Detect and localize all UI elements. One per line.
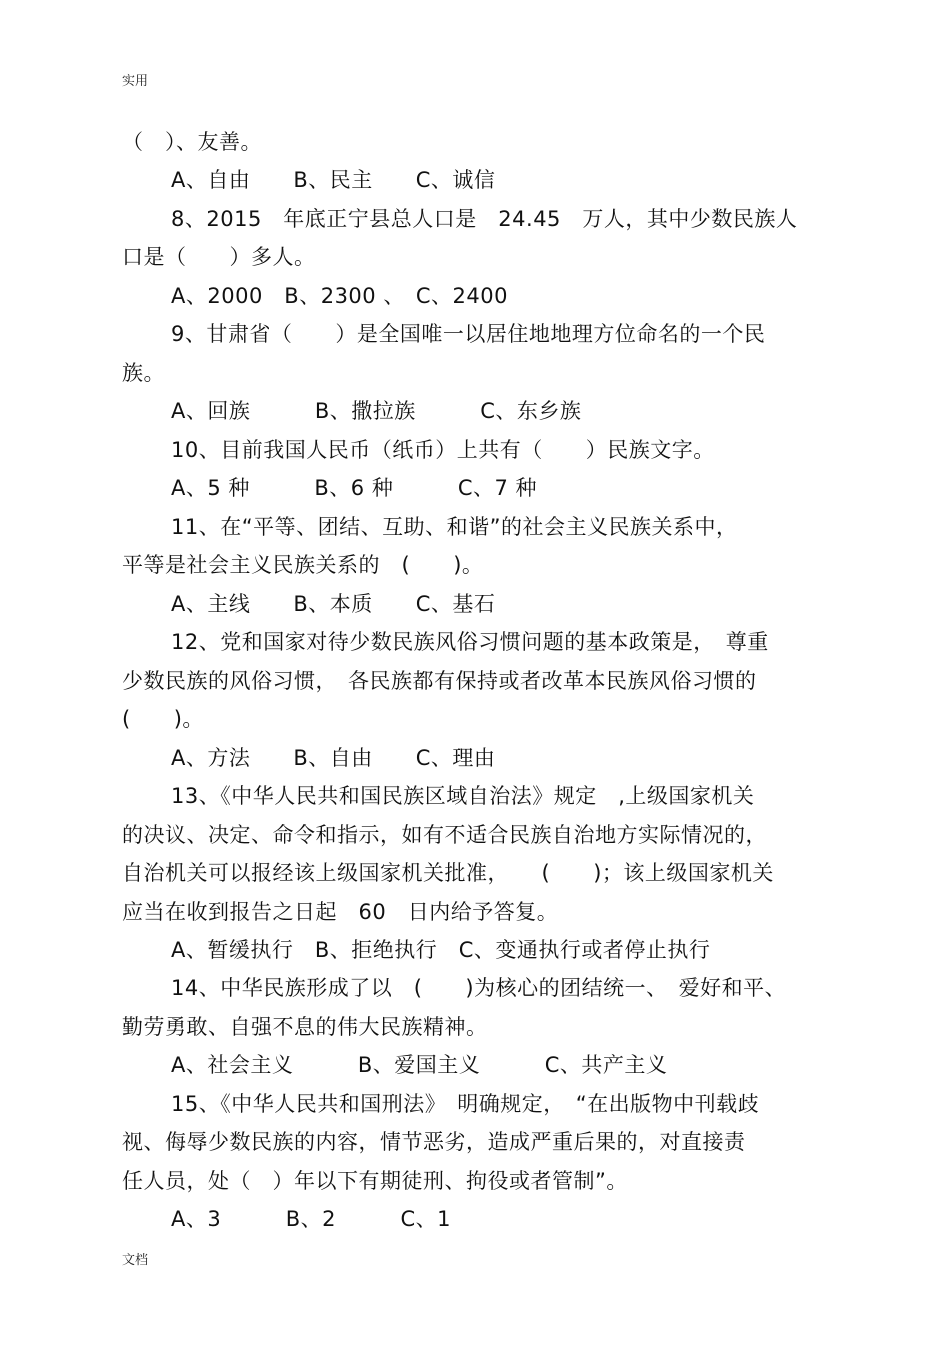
question-14: 14、中华民族形成了以 ( )为核心的团结统一、 爱好和平、 xyxy=(171,976,787,1000)
answer-options: A、2000 B、2300 、 C、2400 xyxy=(171,284,508,308)
page-header: 实用 xyxy=(122,74,149,89)
text-line: 视、侮辱少数民族的内容，情节恶劣，造成严重后果的，对直接责 xyxy=(122,1130,746,1154)
answer-options: A、社会主义 B、爱国主义 C、共产主义 xyxy=(171,1053,668,1077)
text-line: 应当在收到报告之日起 60 日内给予答复。 xyxy=(122,900,559,924)
question-13: 13、《中华人民共和国民族区域自治法》规定 ,上级国家机关 xyxy=(171,784,755,808)
answer-options: A、3 B、2 C、1 xyxy=(171,1207,452,1231)
text-line: 勤劳勇敢、自强不息的伟大民族精神。 xyxy=(122,1015,488,1039)
answer-options: A、主线 B、本质 C、基石 xyxy=(171,592,496,616)
question-9: 9、甘肃省（ ）是全国唯一以居住地地理方位命名的一个民 xyxy=(171,322,766,346)
question-11: 11、在“平等、团结、互助、和谐”的社会主义民族关系中， xyxy=(171,515,738,539)
text-line: 口是（ ）多人。 xyxy=(122,245,316,269)
text-line: 族。 xyxy=(122,361,165,385)
text-line: ( )。 xyxy=(122,707,204,731)
answer-options: A、5 种 B、6 种 C、7 种 xyxy=(171,476,538,500)
text-line: 的决议、决定、命令和指示，如有不适合民族自治地方实际情况的， xyxy=(122,823,767,847)
text-line: （ ）、友善。 xyxy=(122,130,262,154)
question-15: 15、《中华人民共和国刑法》 明确规定， “在出版物中刊载歧 xyxy=(171,1092,760,1116)
answer-options: A、回族 B、撒拉族 C、东乡族 xyxy=(171,399,582,423)
text-line: 平等是社会主义民族关系的 ( )。 xyxy=(122,553,484,577)
page-footer: 文档 xyxy=(122,1253,149,1268)
answer-options: A、暂缓执行 B、拒绝执行 C、变通执行或者停止执行 xyxy=(171,938,711,962)
text-line: 自治机关可以报经该上级国家机关批准， ( )；该上级国家机关 xyxy=(122,861,774,885)
question-10: 10、目前我国人民币（纸币）上共有（ ）民族文字。 xyxy=(171,438,715,462)
question-12: 12、党和国家对待少数民族风俗习惯问题的基本政策是， 尊重 xyxy=(171,630,769,654)
answer-options: A、方法 B、自由 C、理由 xyxy=(171,746,496,770)
text-line: 任人员，处（ ）年以下有期徒刑、拘役或者管制”。 xyxy=(122,1169,628,1193)
answer-options: A、自由 B、民主 C、诚信 xyxy=(171,168,496,192)
question-8: 8、2015 年底正宁县总人口是 24.45 万人，其中少数民族人 xyxy=(171,207,798,231)
text-line: 少数民族的风俗习惯， 各民族都有保持或者改革本民族风俗习惯的 xyxy=(122,669,757,693)
